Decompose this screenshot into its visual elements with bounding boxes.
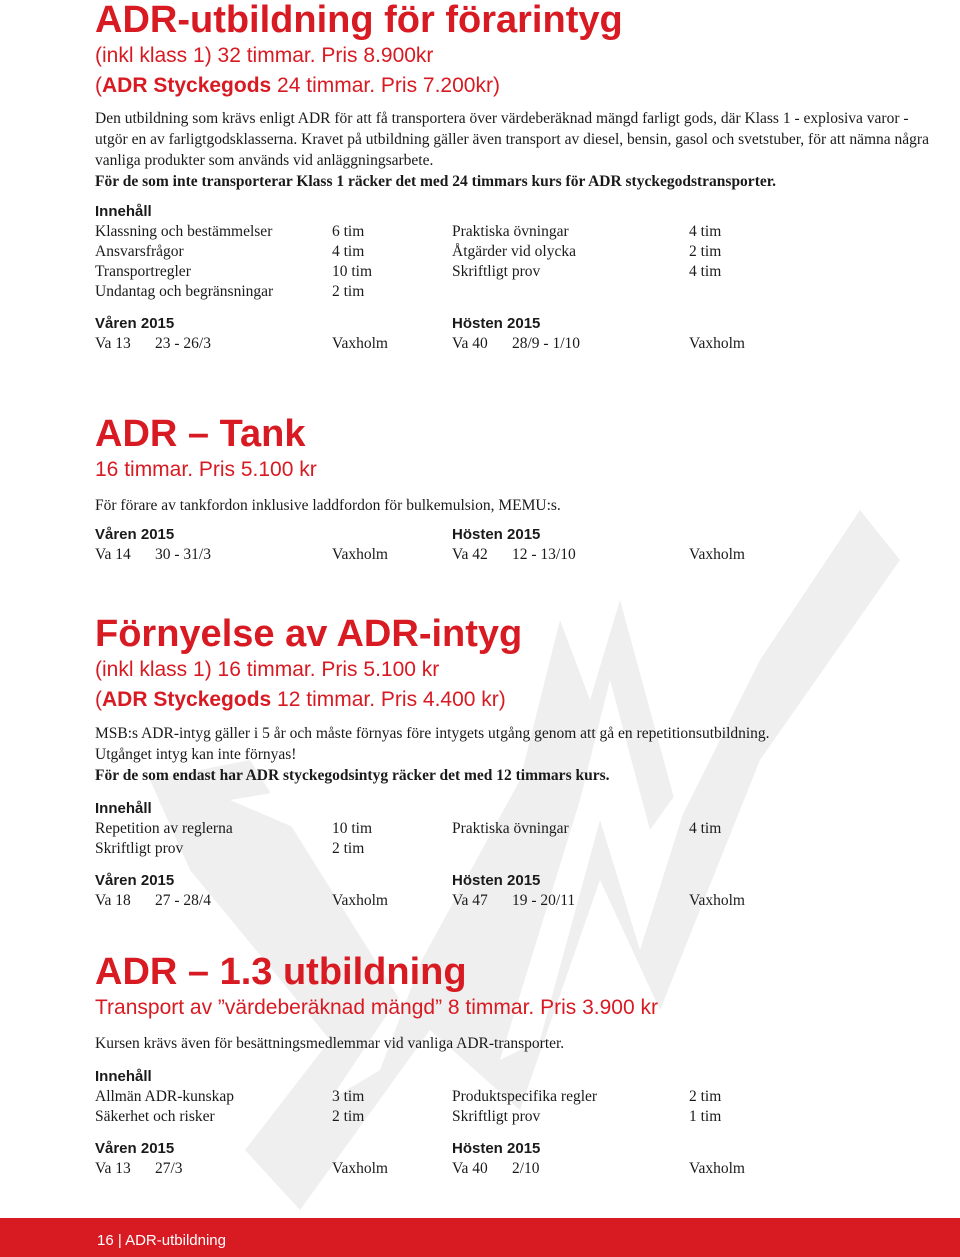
section-subtitle: 16 timmar. Pris 5.100 kr	[95, 458, 317, 481]
section-title: ADR – Tank	[95, 413, 306, 455]
section-adr-13	[95, 952, 935, 1179]
schedule-cell: 27 - 28/4	[155, 892, 211, 909]
schedule-cell: Va 40	[452, 1160, 488, 1177]
table-cell: 2 tim	[332, 283, 365, 300]
table-cell: 3 tim	[332, 1088, 365, 1105]
table-cell: 4 tim	[689, 820, 722, 837]
table-cell: Praktiska övningar	[452, 820, 569, 837]
table-cell	[452, 839, 689, 859]
table-cell: Repetition av reglerna	[95, 820, 233, 837]
table-cell: 2 tim	[332, 840, 365, 857]
table-cell: Säkerhet och risker	[95, 1108, 215, 1125]
table-cell: 10 tim	[332, 263, 373, 280]
schedule-cell: 27/3	[155, 1160, 183, 1177]
table-cell: 10 tim	[332, 820, 373, 837]
table-cell	[689, 282, 789, 302]
section-subtitle-2: (ADR Styckegods 12 timmar. Pris 4.400 kr)	[95, 688, 506, 711]
section-title: Förnyelse av ADR-intyg	[95, 613, 523, 655]
autumn-label: Hösten 2015	[452, 872, 541, 889]
section-note: För de som endast har ADR styckegodsintyg räcker det med 12 timmars kurs.	[95, 767, 610, 784]
table-cell: 4 tim	[332, 243, 365, 260]
schedule-cell: Vaxholm	[332, 335, 388, 352]
schedule-row	[95, 545, 935, 565]
table-cell: Transportregler	[95, 263, 191, 280]
table-cell: Ansvarsfrågor	[95, 243, 184, 260]
schedule-cell: 28/9 - 1/10	[512, 335, 581, 352]
schedule-cell: 23 - 26/3	[155, 335, 211, 352]
table-cell: 2 tim	[689, 1088, 722, 1105]
schedule-cell: 2/10	[512, 1160, 540, 1177]
table-cell: 1 tim	[689, 1108, 722, 1125]
table-cell: 2 tim	[332, 1108, 365, 1125]
schedule-cell: Va 18	[95, 892, 131, 909]
table-cell	[689, 839, 789, 859]
spring-label: Våren 2015	[95, 1140, 175, 1157]
schedule-cell: Vaxholm	[689, 546, 745, 563]
schedule-cell: Vaxholm	[332, 892, 388, 909]
schedule-cell: Vaxholm	[689, 335, 745, 352]
section-title: ADR – 1.3 utbildning	[95, 951, 467, 993]
schedule-cell: 12 - 13/10	[512, 546, 576, 563]
schedule-row	[95, 891, 935, 911]
schedule-cell: Va 42	[452, 546, 488, 563]
schedule-cell: 19 - 20/11	[512, 892, 576, 909]
section-paragraph: För förare av tankfordon inklusive laddfordon för bulkemulsion, MEMU:s.	[95, 497, 561, 514]
schedule-cell: Va 47	[452, 892, 488, 909]
schedule-row	[95, 334, 935, 354]
table-cell: Åtgärder vid olycka	[452, 243, 576, 260]
table-cell: Praktiska övningar	[452, 223, 569, 240]
table-cell: 4 tim	[689, 263, 722, 280]
schedule-cell: 30 - 31/3	[155, 546, 211, 563]
autumn-label: Hösten 2015	[452, 526, 541, 543]
schedule-cell: Vaxholm	[332, 546, 388, 563]
table-cell: Produktspecifika regler	[452, 1088, 598, 1105]
autumn-label: Hösten 2015	[452, 1140, 541, 1157]
table-cell: Skriftligt prov	[452, 263, 541, 280]
section-subtitle-2: (ADR Styckegods 24 timmar. Pris 7.200kr)	[95, 74, 500, 97]
intro-paragraph: Den utbildning som krävs enligt ADR för att få transportera över värdeberäknad mängd farligt gods, där Klass 1 - explosiva varor - utgör en av farligtgodsklasserna. Kravet på utbildning gäller även transport av diesel, bensin, gasol och svetstuber, för att nämna några vanliga produkter som används vid anläggningsarbete.	[95, 110, 929, 169]
table-cell: Skriftligt prov	[95, 840, 184, 857]
autumn-label: Hösten 2015	[452, 315, 541, 332]
schedule-cell: Va 14	[95, 546, 131, 563]
table-cell	[452, 282, 689, 302]
section-adr-forarintyg	[95, 0, 935, 354]
content-label: Innehåll	[95, 800, 152, 817]
schedule-cell: Vaxholm	[332, 1160, 388, 1177]
table-cell: 6 tim	[332, 223, 365, 240]
schedule-cell: Va 13	[95, 1160, 131, 1177]
schedule-cell: Vaxholm	[689, 1160, 745, 1177]
content-table	[95, 222, 935, 302]
section-paragraph-2: Utgånget intyg kan inte förnyas!	[95, 746, 297, 763]
table-cell: Skriftligt prov	[452, 1108, 541, 1125]
schedule-header	[95, 1139, 935, 1159]
schedule-row	[95, 1159, 935, 1179]
section-subtitle: Transport av ”värdeberäknad mängd” 8 timmar. Pris 3.900 kr	[95, 996, 658, 1019]
section-subtitle-1: (inkl klass 1) 32 timmar. Pris 8.900kr	[95, 44, 434, 67]
intro-note: För de som inte transporterar Klass 1 räcker det med 24 timmars kurs för ADR styckegodstransporter.	[95, 173, 777, 190]
section-paragraph: MSB:s ADR-intyg gäller i 5 år och måste förnyas före intygets utgång genom att gå en repetitionsutbildning.	[95, 725, 770, 742]
section-adr-tank	[95, 414, 935, 565]
spring-label: Våren 2015	[95, 872, 175, 889]
table-cell: 2 tim	[689, 243, 722, 260]
content-label: Innehåll	[95, 203, 152, 220]
schedule-header	[95, 525, 935, 545]
schedule-cell: Va 40	[452, 335, 488, 352]
section-paragraph: Kursen krävs även för besättningsmedlemmar vid vanliga ADR-transporter.	[95, 1035, 565, 1052]
schedule-cell: Vaxholm	[689, 892, 745, 909]
schedule-cell: Va 13	[95, 335, 131, 352]
footer-page-label: 16 | ADR-utbildning	[97, 1232, 226, 1249]
page-footer	[0, 1218, 960, 1257]
spring-label: Våren 2015	[95, 315, 175, 332]
table-cell: Allmän ADR-kunskap	[95, 1088, 235, 1105]
content-table	[95, 1087, 935, 1127]
table-cell: 4 tim	[689, 223, 722, 240]
table-cell: Undantag och begränsningar	[95, 283, 274, 300]
content-table	[95, 819, 935, 859]
spring-label: Våren 2015	[95, 526, 175, 543]
section-title: ADR-utbildning för förarintyg	[95, 0, 623, 41]
schedule-header	[95, 314, 935, 334]
section-fornyelse	[95, 614, 935, 911]
schedule-header	[95, 871, 935, 891]
content-label: Innehåll	[95, 1068, 152, 1085]
section-subtitle-1: (inkl klass 1) 16 timmar. Pris 5.100 kr	[95, 658, 440, 681]
table-cell: Klassning och bestämmelser	[95, 223, 273, 240]
